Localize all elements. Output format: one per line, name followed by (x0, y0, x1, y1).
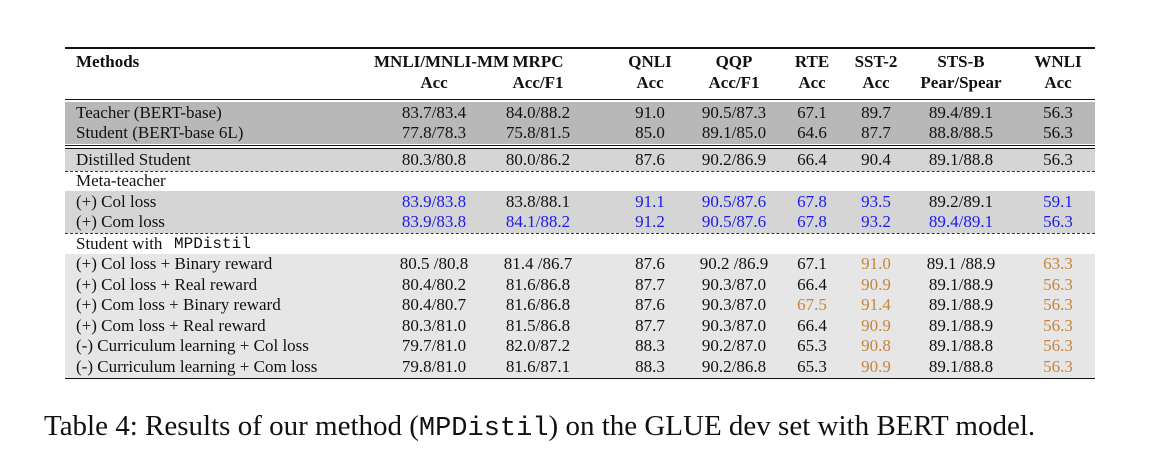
method-name: (+) Col loss + Real reward (76, 274, 258, 294)
table-cell: 80.0/86.2 (505, 149, 571, 169)
table-cell: 81.6/86.8 (505, 295, 571, 314)
table-cell: 89.7 (861, 102, 891, 122)
caption-method-name: MPDistil (418, 414, 549, 444)
column-header-mrpc: MRPC (512, 52, 564, 71)
table-row (65, 192, 1095, 213)
table-cell: 90.3/87.0 (701, 315, 767, 335)
table-cell: 90.5/87.3 (701, 102, 767, 122)
table-cell: 79.8/81.0 (401, 356, 467, 376)
column-header-mnli-mnli-mm: MNLI/MNLI-MM (374, 52, 510, 71)
table-cell: 93.2 (861, 212, 891, 231)
table-cell: 90.9 (861, 315, 891, 335)
table-cell: 79.7/81.0 (401, 336, 467, 355)
table-cell: 65.3 (797, 356, 827, 376)
table-cell: 83.7/83.4 (401, 102, 467, 122)
table-cell: 67.1 (797, 102, 827, 122)
table-cell: 80.4/80.7 (401, 295, 467, 314)
header-row-names (65, 52, 1095, 73)
table-cell: 85.0 (635, 123, 665, 142)
methods-header: Methods (76, 52, 140, 71)
table-cell: 66.4 (797, 274, 827, 294)
table-cell: 91.0 (861, 254, 891, 273)
table-cell: 81.6/86.8 (505, 274, 571, 294)
table-cell: 83.9/83.8 (401, 212, 467, 231)
table-cell: 91.0 (635, 102, 665, 122)
table-row (65, 103, 1095, 124)
section-label: Student with (76, 233, 163, 253)
table-cell: 90.8 (861, 336, 891, 355)
column-header-qnli: QNLI (628, 52, 672, 71)
table-cell: 67.8 (797, 212, 827, 231)
column-header-wnli: WNLI (1034, 52, 1082, 71)
table-cell: 88.8/88.5 (928, 123, 994, 142)
table-cell: 89.1/88.8 (928, 149, 994, 169)
table-cell: 89.1/85.0 (701, 123, 767, 142)
table-cell: 87.7 (635, 315, 665, 335)
table-row (65, 295, 1095, 316)
metric-header: Acc/F1 (708, 72, 760, 92)
table-row (65, 254, 1095, 275)
table-cell: 87.7 (635, 274, 665, 294)
metric-header: Acc (636, 72, 664, 92)
method-name: Teacher (BERT-base) (76, 102, 222, 122)
method-name: (+) Col loss + Binary reward (76, 254, 273, 273)
table-cell: 82.0/87.2 (505, 336, 571, 355)
metric-header: Pear/Spear (920, 72, 1002, 92)
table-cell: 90.9 (861, 356, 891, 376)
table-row (65, 316, 1095, 337)
table-cell: 89.1/88.9 (928, 295, 994, 314)
table-cell: 56.3 (1043, 123, 1073, 142)
section-label: Meta-teacher (76, 171, 166, 190)
table-row (65, 275, 1095, 296)
top-rule (65, 47, 1095, 49)
table-cell: 87.7 (861, 123, 891, 142)
method-name: (+) Com loss + Binary reward (76, 295, 281, 314)
table-cell: 90.2 /86.9 (699, 254, 769, 273)
method-name: (-) Curriculum learning + Col loss (76, 336, 309, 355)
table-cell: 91.1 (635, 191, 665, 211)
column-header-sts-b: STS-B (937, 52, 985, 71)
method-name: (+) Com loss (76, 212, 165, 231)
table-cell: 83.8/88.1 (505, 191, 571, 211)
table-cell: 87.6 (635, 254, 665, 273)
table-cell: 56.3 (1043, 295, 1073, 314)
bottom-rule (65, 378, 1095, 380)
table-cell: 88.3 (635, 356, 665, 376)
table-cell: 90.2/86.8 (701, 356, 767, 376)
table-cell: 91.2 (635, 212, 665, 231)
table-cell: 80.4/80.2 (401, 274, 467, 294)
table-cell: 80.3/81.0 (401, 315, 467, 335)
table-cell: 90.5/87.6 (701, 191, 767, 211)
table-cell: 89.1 /88.9 (926, 254, 996, 273)
table-row (65, 336, 1095, 357)
section-label-method-name: MPDistil (174, 234, 251, 253)
header-row-metrics (65, 73, 1095, 94)
table-cell: 56.3 (1043, 336, 1073, 355)
table-cell: 83.9/83.8 (401, 191, 467, 211)
table-cell: 90.9 (861, 274, 891, 294)
table-cell: 90.4 (861, 149, 891, 169)
table-row (65, 212, 1095, 233)
metric-header: Acc (798, 72, 826, 92)
table-cell: 90.2/87.0 (701, 336, 767, 355)
table-cell: 56.3 (1043, 274, 1073, 294)
table-cell: 56.3 (1043, 212, 1073, 231)
column-header-rte: RTE (794, 52, 830, 71)
table-cell: 89.1/88.8 (928, 336, 994, 355)
table-cell: 67.5 (797, 295, 827, 314)
metric-header: Acc (1044, 72, 1072, 92)
table-cell: 56.3 (1043, 102, 1073, 122)
table-cell: 89.1/88.8 (928, 356, 994, 376)
table-cell: 77.8/78.3 (401, 123, 467, 142)
method-name: (-) Curriculum learning + Com loss (76, 356, 318, 376)
metric-header: Acc (862, 72, 890, 92)
table-cell: 89.4/89.1 (928, 102, 994, 122)
table-cell: 64.6 (797, 123, 827, 142)
method-name: Distilled Student (76, 149, 191, 169)
table-cell: 87.6 (635, 295, 665, 314)
table-cell: 75.8/81.5 (505, 123, 571, 142)
table-cell: 90.5/87.6 (701, 212, 767, 231)
table-cell: 56.3 (1043, 149, 1073, 169)
table-row (65, 123, 1095, 144)
table-cell: 67.1 (797, 254, 827, 273)
table-cell: 80.5 /80.8 (399, 254, 469, 273)
table-cell: 84.1/88.2 (505, 212, 571, 231)
table-cell: 80.3/80.8 (401, 149, 467, 169)
column-header-sst-2: SST-2 (854, 52, 898, 71)
table-cell: 89.1/88.9 (928, 274, 994, 294)
section-label-row (65, 234, 1095, 255)
table-row (65, 357, 1095, 378)
method-name: (+) Com loss + Real reward (76, 315, 266, 335)
table-cell: 93.5 (861, 191, 891, 211)
metric-header: Acc/F1 (512, 72, 564, 92)
table-cell: 81.4 /86.7 (503, 254, 573, 273)
table-cell: 87.6 (635, 149, 665, 169)
table-cell: 63.3 (1043, 254, 1073, 273)
column-header-qqp: QQP (715, 52, 753, 71)
table-cell: 81.5/86.8 (505, 315, 571, 335)
table-cell: 91.4 (861, 295, 891, 314)
table-cell: 56.3 (1043, 356, 1073, 376)
double-rule-upper (65, 145, 1095, 146)
method-name: (+) Col loss (76, 191, 157, 211)
caption-suffix: ) on the GLUE dev set with BERT model. (548, 410, 1036, 442)
table-cell: 90.3/87.0 (701, 295, 767, 314)
table-cell: 65.3 (797, 336, 827, 355)
table-row (65, 150, 1095, 171)
table-caption (44, 410, 1035, 444)
metric-header: Acc (420, 72, 448, 92)
table-cell: 89.1/88.9 (928, 315, 994, 335)
table-cell: 90.2/86.9 (701, 149, 767, 169)
method-name: Student (BERT-base 6L) (76, 123, 244, 142)
table-cell: 88.3 (635, 336, 665, 355)
section-label-row (65, 171, 1095, 192)
table-cell: 66.4 (797, 315, 827, 335)
table-cell: 67.8 (797, 191, 827, 211)
table-cell: 89.4/89.1 (928, 212, 994, 231)
table-cell: 59.1 (1043, 191, 1073, 211)
table-cell: 90.3/87.0 (701, 274, 767, 294)
table-cell: 84.0/88.2 (505, 102, 571, 122)
table-cell: 81.6/87.1 (505, 356, 571, 376)
table-cell: 66.4 (797, 149, 827, 169)
table-cell: 56.3 (1043, 315, 1073, 335)
table-cell: 89.2/89.1 (928, 191, 994, 211)
caption-prefix: Table 4: Results of our method ( (44, 410, 419, 442)
header-rule (65, 99, 1095, 100)
